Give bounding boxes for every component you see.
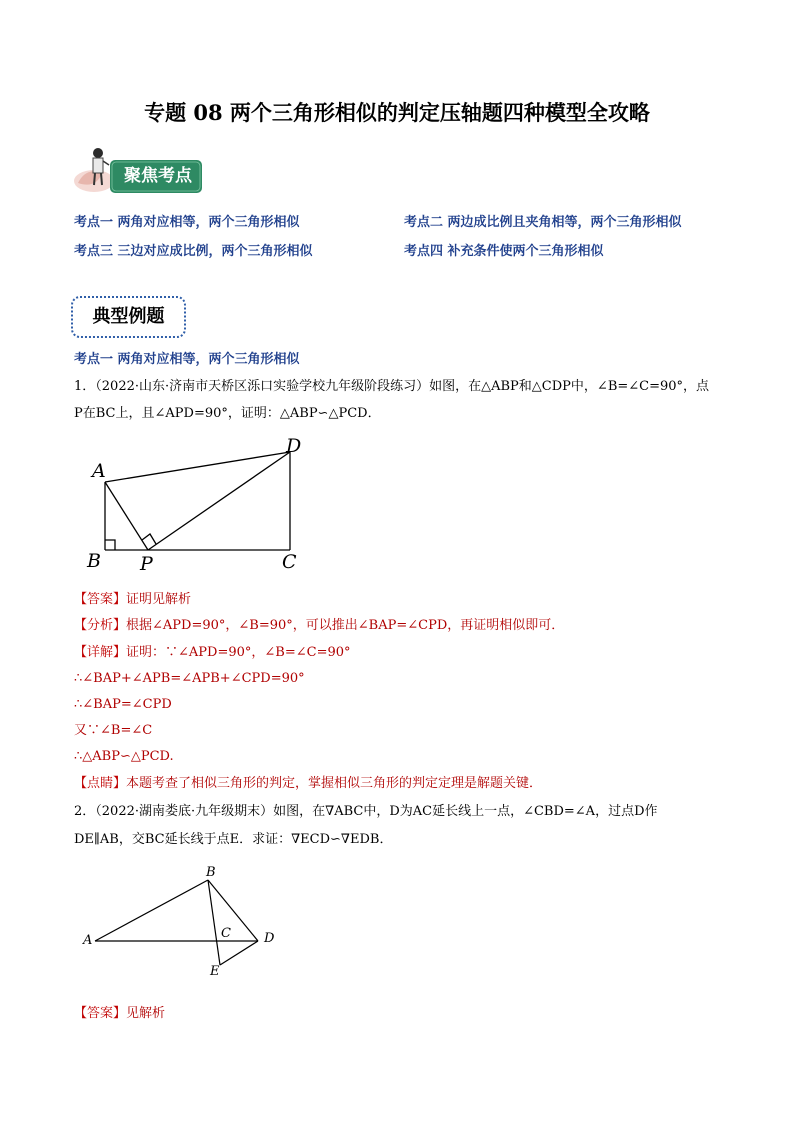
q1-label-a: A — [92, 460, 106, 482]
q1-label-c: C — [282, 551, 297, 573]
q1-right-angle-p — [142, 534, 156, 544]
figure-body-icon — [93, 158, 103, 173]
q2-label-a: A — [83, 933, 93, 948]
figure-head-icon — [93, 148, 103, 158]
q1-comment-tag: 【点睛】 — [74, 776, 127, 791]
q1-detail: 证明：∵∠APD=90°，∠B=∠C=90° — [126, 645, 351, 660]
q1-analysis-row — [74, 617, 564, 635]
q2-answer: 见解析 — [126, 1006, 166, 1021]
q1-step-1: ∴∠BAP+∠APB=∠APB+∠CPD=90° — [74, 671, 305, 686]
key-point-3: 考点三 三边对应成比例，两个三角形相似 — [74, 244, 313, 259]
q1-step-4: ∴△ABP∽△PCD. — [74, 749, 174, 764]
key-point-4: 考点四 补充条件使两个三角形相似 — [404, 244, 604, 259]
q1-analysis: 根据∠APD=90°，∠B=90°，可以推出∠BAP=∠CPD，再证明相似即可． — [126, 618, 565, 633]
subsection-title: 考点一 两角对应相等，两个三角形相似 — [74, 352, 300, 367]
q2-answer-tag: 【答案】 — [74, 1006, 127, 1021]
q2-label-b: B — [206, 865, 216, 880]
q1-answer-tag: 【答案】 — [74, 592, 127, 607]
q1-detail-row — [74, 644, 351, 662]
key-point-2: 考点二 两边成比例且夹角相等，两个三角形相似 — [404, 215, 682, 230]
q1-right-angle-b — [105, 540, 115, 550]
focus-banner-label: 聚焦考点 — [124, 166, 192, 186]
q2-text-line-1: 2．（2022·湖南娄底·九年级期末）如图，在∇ABC中，D为AC延长线上一点，∠CBD=∠A，过点D作 — [74, 804, 658, 819]
q1-analysis-tag: 【分析】 — [74, 618, 127, 633]
q1-segment-pd — [148, 452, 290, 550]
q2-text-line-2: DE∥AB，交BC延长线于点E．求证：∇ECD∽∇EDB． — [74, 832, 393, 847]
q1-step-2: ∴∠BAP=∠CPD — [74, 697, 172, 712]
q1-segment-ad — [105, 452, 290, 482]
q1-figure — [80, 430, 310, 580]
q1-label-p: P — [140, 553, 153, 575]
q1-answer: 证明见解析 — [126, 592, 192, 607]
q1-step-3: 又∵∠B=∠C — [74, 723, 153, 738]
q2-segment-de — [220, 941, 258, 965]
q1-detail-tag: 【详解】 — [74, 645, 127, 660]
q1-text-line-1: 1．（2022·山东·济南市天桥区泺口实验学校九年级阶段练习）如图，在△ABP和△CDP中，∠B=∠C=90°，点 — [74, 379, 710, 394]
q1-comment: 本题考查了相似三角形的判定，掌握相似三角形的判定定理是解题关键． — [126, 776, 543, 791]
q1-comment-row — [74, 775, 542, 793]
key-point-1: 考点一 两角对应相等，两个三角形相似 — [74, 215, 300, 230]
section-label: 典型例题 — [92, 306, 165, 327]
q2-figure — [80, 860, 290, 985]
q1-answer-row — [74, 591, 191, 609]
q2-label-c: C — [221, 926, 231, 941]
q2-segment-ab — [95, 880, 208, 941]
q2-label-e: E — [210, 964, 220, 979]
q1-text-line-2: P在BC上，且∠APD=90°，证明：△ABP∽△PCD． — [74, 406, 381, 421]
q2-answer-row — [74, 1005, 165, 1023]
q2-label-d: D — [264, 931, 275, 946]
page-title: 专题 08 两个三角形相似的判定压轴题四种模型全攻略 — [144, 100, 650, 125]
focus-banner — [72, 143, 204, 195]
q1-label-d: D — [286, 435, 302, 457]
q1-label-b: B — [87, 550, 101, 572]
